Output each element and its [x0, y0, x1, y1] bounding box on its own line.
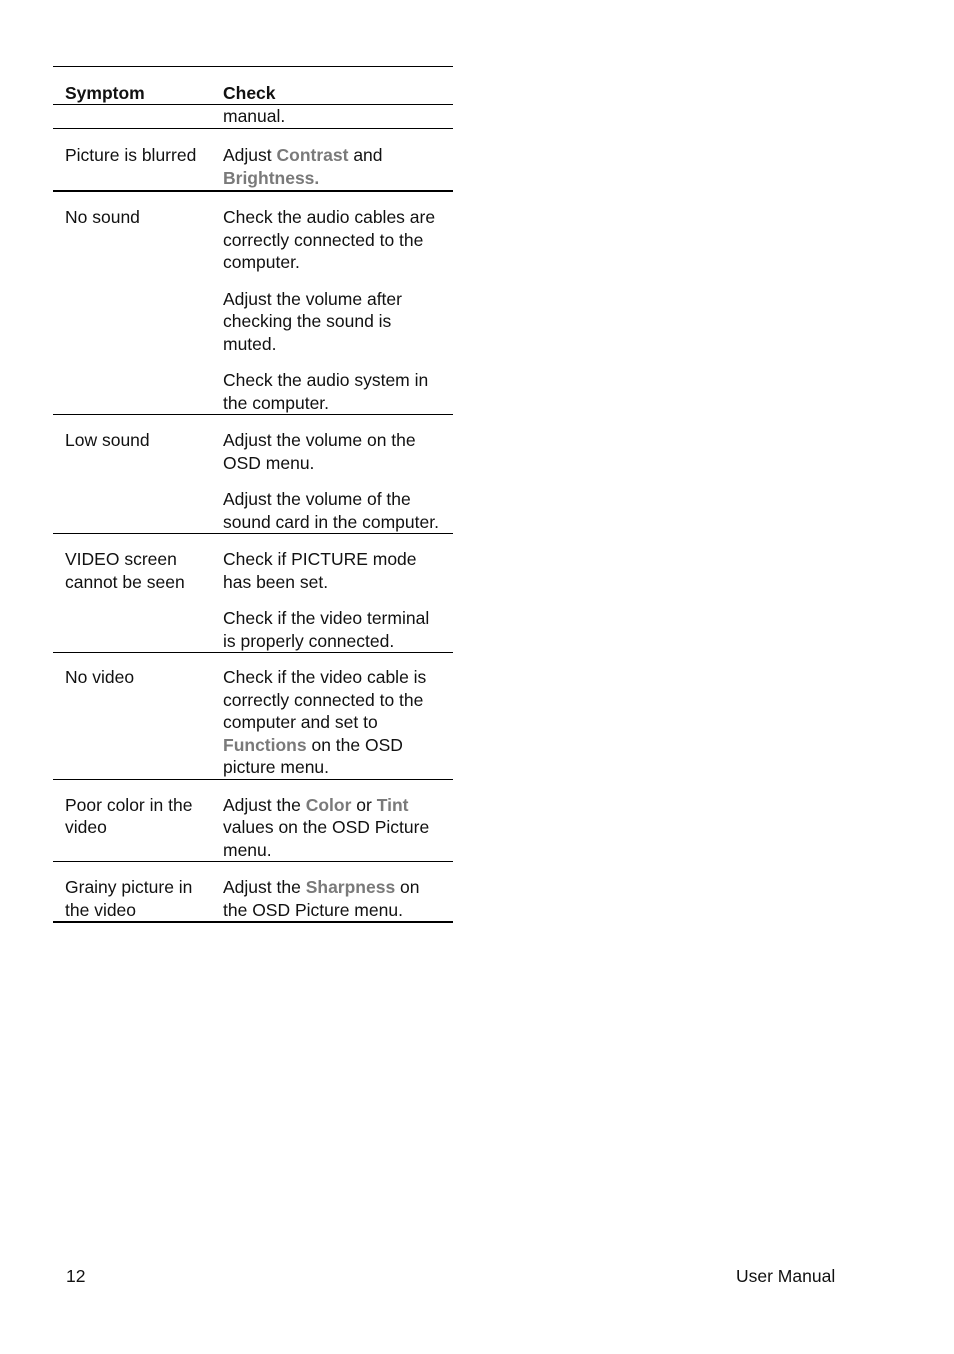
- check-cell: Adjust Contrast and Brightness.: [223, 145, 383, 188]
- check-cell: Adjust the Color or Tint values on the OSD Picture menu.: [223, 794, 430, 860]
- highlight-term: Tint: [376, 794, 409, 815]
- highlight-term: Color: [305, 794, 352, 815]
- check-header: Check: [223, 83, 276, 103]
- check-cell: Adjust the volume after checking the sound is muted.: [223, 288, 402, 354]
- symptom-cell: Grainy picture in the video: [65, 877, 193, 920]
- table-row: [53, 415, 453, 534]
- table-row: [53, 129, 453, 192]
- continued-row: [53, 105, 453, 129]
- check-cell: Check the audio cables are correctly connected to the computer.: [223, 207, 436, 272]
- table-row: [53, 780, 453, 863]
- check-cell: Check if the video terminal is properly connected.: [223, 608, 430, 651]
- table-row: [53, 653, 453, 780]
- table-row: [53, 192, 453, 415]
- symptom-cell: Low sound: [65, 430, 150, 450]
- document-title: User Manual: [736, 1266, 836, 1286]
- symptom-cell: No video: [65, 667, 135, 687]
- check-cell: Adjust the volume on the OSD menu.: [223, 430, 416, 473]
- check-cell: Check if PICTURE mode has been set.: [223, 549, 417, 592]
- table-header: [53, 67, 453, 105]
- symptom-cell: Poor color in the video: [65, 794, 193, 837]
- check-cell: Adjust the Sharpness on the OSD Picture menu.: [223, 877, 420, 920]
- check-cell: Check the audio system in the computer.: [223, 370, 429, 413]
- highlight-term: Sharpness: [305, 877, 396, 897]
- symptom-cell: No sound: [65, 207, 140, 227]
- page-number: 12: [66, 1266, 86, 1286]
- table-row: [53, 534, 453, 653]
- check-cell: Check if the video cable is correctly connected to the computer and set to Functions on the OSD picture menu.: [223, 667, 427, 777]
- symptom-cell: VIDEO screen cannot be seen: [65, 549, 185, 592]
- table-row: [53, 862, 453, 923]
- highlight-term: Brightness.: [223, 167, 320, 188]
- continued-text: manual.: [223, 106, 286, 126]
- check-cell: Adjust the volume of the sound card in the computer.: [223, 489, 439, 532]
- symptom-header: Symptom: [65, 83, 145, 103]
- highlight-term: Functions: [223, 734, 307, 755]
- symptom-cell: Picture is blurred: [65, 145, 197, 165]
- highlight-term: Contrast: [276, 145, 349, 165]
- troubleshooting-table: [53, 66, 453, 923]
